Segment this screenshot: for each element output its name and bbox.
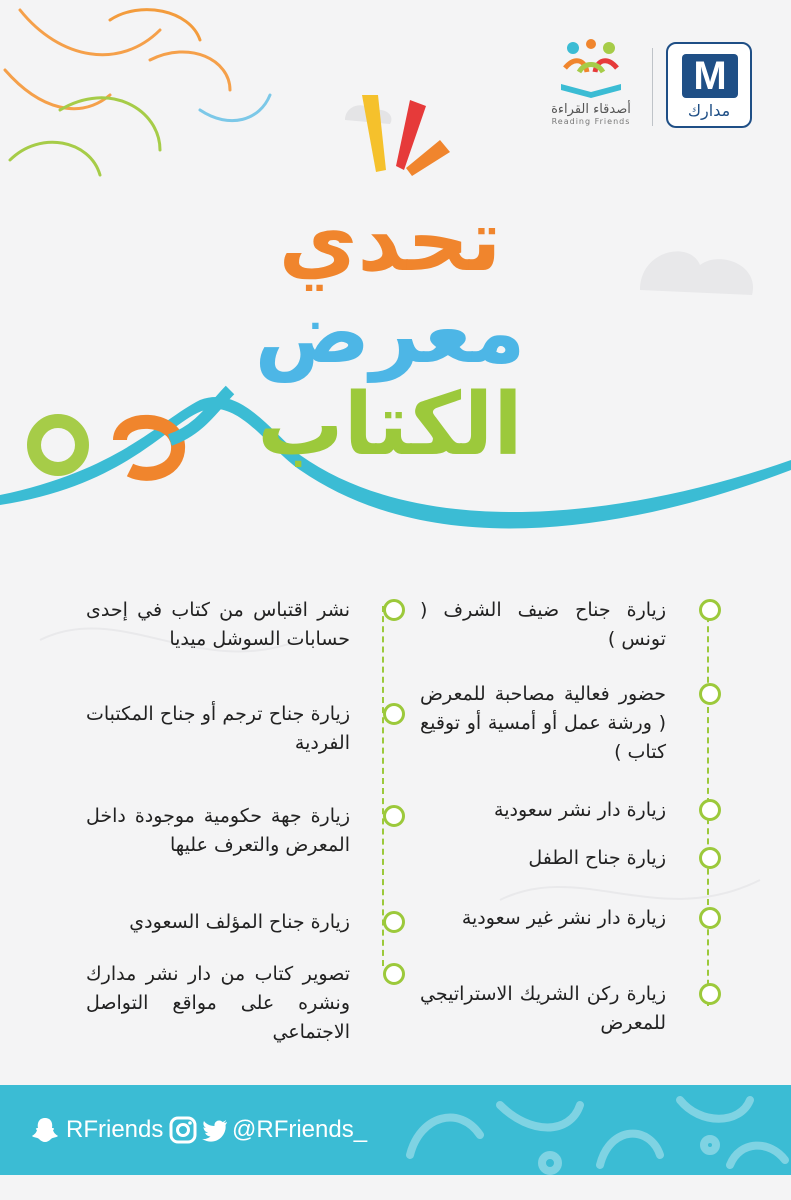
reading-friends-icon (555, 38, 627, 100)
checklist-item (86, 700, 404, 758)
madarek-logo (666, 42, 752, 128)
checklist-item-text: زيارة جناح المؤلف السعودي (129, 911, 350, 933)
reading-friends-name-ar: أصدقاء القراءة (551, 102, 631, 117)
footer-bar (0, 1085, 791, 1175)
checklist-item (420, 904, 720, 933)
challenge-title (240, 180, 540, 475)
checklist-circle-icon (383, 963, 405, 985)
checklist-item (86, 908, 404, 937)
checklist-item (420, 844, 720, 873)
checklist-circle-icon (699, 599, 721, 621)
checklist-item (420, 680, 720, 767)
title-line-1: تحدي (278, 191, 502, 291)
title-line-2: معرض (254, 283, 526, 383)
checklist-item (86, 960, 404, 1047)
logo-divider (652, 48, 653, 126)
twitter-icon[interactable] (200, 1115, 230, 1145)
checklist-item (420, 980, 720, 1038)
checklist-item-text: حضور فعالية مصاحبة للمعرض ( ورشة عمل أو أمسية أو توقيع كتاب ) (420, 683, 666, 763)
checklist-item-text: زيارة دار نشر سعودية (494, 799, 666, 821)
madarek-m-mark: M (682, 54, 738, 98)
instagram-icon[interactable] (168, 1115, 198, 1145)
snapchat-icon[interactable] (30, 1115, 60, 1145)
footer-pattern (400, 1085, 791, 1175)
checklist-circle-icon (383, 599, 405, 621)
checklist-circle-icon (699, 983, 721, 1005)
checklist-item (86, 802, 404, 860)
checklist-item-text: نشر اقتباس من كتاب في إحدى حسابات السوشل ميديا (86, 599, 350, 650)
checklist-item-text: زيارة دار نشر غير سعودية (461, 907, 666, 929)
reading-friends-name-en: Reading Friends (551, 117, 631, 126)
checklist-circle-icon (383, 703, 405, 725)
checklist-circle-icon (699, 799, 721, 821)
checklist-circle-icon (383, 911, 405, 933)
checklist-item-text: زيارة جناح ضيف الشرف ( تونس ) (420, 599, 666, 650)
checklist-item-text: زيارة جناح ترجم أو جناح المكتبات الفردية (86, 703, 350, 754)
checklist-circle-icon (699, 907, 721, 929)
checklist-circle-icon (699, 847, 721, 869)
reading-friends-logo (540, 38, 642, 138)
snapchat-handle[interactable]: RFriends (66, 1116, 164, 1143)
madarek-name: مدارك (687, 101, 731, 120)
checklist-circle-icon (383, 805, 405, 827)
title-line-3: الكتاب (257, 375, 523, 475)
checklist-item-text: زيارة ركن الشريك الاستراتيجي للمعرض (420, 983, 666, 1034)
checklist-item (420, 796, 720, 825)
social-handle[interactable]: @RFriends_ (232, 1116, 368, 1143)
checklist-item-text: تصوير كتاب من دار نشر مدارك ونشره على مواقع التواصل الاجتماعي (86, 963, 350, 1043)
checklist-item-text: زيارة جهة حكومية موجودة داخل المعرض والتعرف عليها (86, 805, 350, 856)
checklist-circle-icon (699, 683, 721, 705)
checklist-item (420, 596, 720, 654)
checklist-item-text: زيارة جناح الطفل (528, 847, 666, 869)
checklist-item (86, 596, 404, 654)
